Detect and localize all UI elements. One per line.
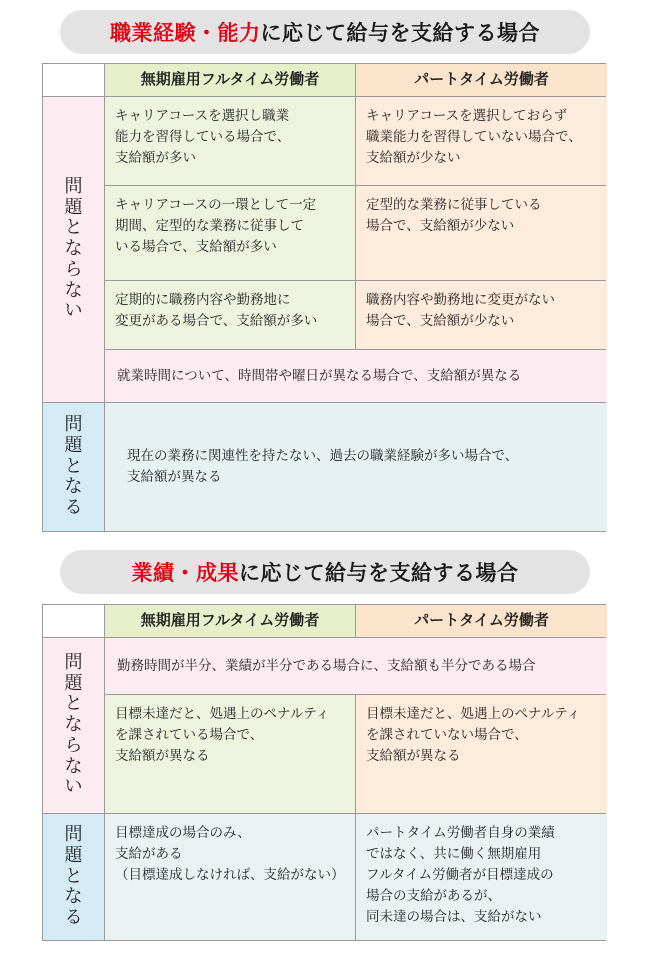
section1-title-highlight: 職業経験・能力 [110,21,261,45]
table-corner [43,64,104,96]
cell-fulltime-transfer: 定期的に職務内容や勤務地に 変更がある場合で、支給額が多い [105,281,355,349]
cell-parttime-no-penalty: 目標未達だと、処遇上のペナルティ を課されていない場合で、 支給額が異なる [356,695,607,813]
section2-table [42,604,606,941]
cell-fulltime-penalty: 目標未達だと、処遇上のペナルティ を課されている場合で、 支給額が異なる [105,695,355,813]
label-problem: 問 題 と な る [43,403,104,531]
section1-table [42,63,606,532]
section1-title-rest: に応じて給与を支給する場合 [260,21,540,45]
cell-working-hours: 就業時間について、時間帯や曜日が異なる場合で、支給額が異なる [105,350,607,402]
cell-fulltime-routine-work: キャリアコースの一環として一定 期間、定型的な業務に従事して いる場合で、支給額が多い [105,186,355,280]
cell-fulltime-career-course: キャリアコースを選択し職業 能力を習得している場合で、 支給額が多い [105,97,355,185]
header-parttime: パートタイム労働者 [356,64,607,96]
label-not-problem: 問 題 と な ら な い [43,638,104,813]
header-fulltime: 無期雇用フルタイム労働者 [105,64,355,96]
cell-half-hours-half-pay: 勤務時間が半分、業績が半分である場合に、支給額も半分である場合 [105,638,607,694]
section2-title [60,550,590,594]
table-corner [43,605,104,637]
section1-title [60,10,590,54]
cell-parttime-routine-work: 定型的な業務に従事している 場合で、支給額が少ない [356,186,607,280]
cell-parttime-coworker-target: パートタイム労働者自身の業績 ではなく、共に働く無期雇用 フルタイム労働者が目標達成の 場合の支給があるが、 同未達の場合は、支給がない [356,814,607,940]
section2-title-rest: に応じて給与を支給する場合 [239,561,519,585]
cell-fulltime-target-only: 目標達成の場合のみ、 支給がある （目標達成しなければ、支給がない） [105,814,355,940]
cell-past-experience: 現在の業務に関連性を持たない、過去の職業経験が多い場合で、 支給額が異なる [105,403,607,531]
header-parttime: パートタイム労働者 [356,605,607,637]
header-fulltime: 無期雇用フルタイム労働者 [105,605,355,637]
cell-parttime-no-career-course: キャリアコースを選択しておらず 職業能力を習得していない場合で、 支給額が少ない [356,97,607,185]
section2-title-highlight: 業績・成果 [131,561,239,585]
label-not-problem: 問 題 と な ら な い [43,97,104,402]
cell-parttime-no-transfer: 職務内容や勤務地に変更がない 場合で、支給額が少ない [356,281,607,349]
label-problem: 問 題 と な る [43,814,104,940]
